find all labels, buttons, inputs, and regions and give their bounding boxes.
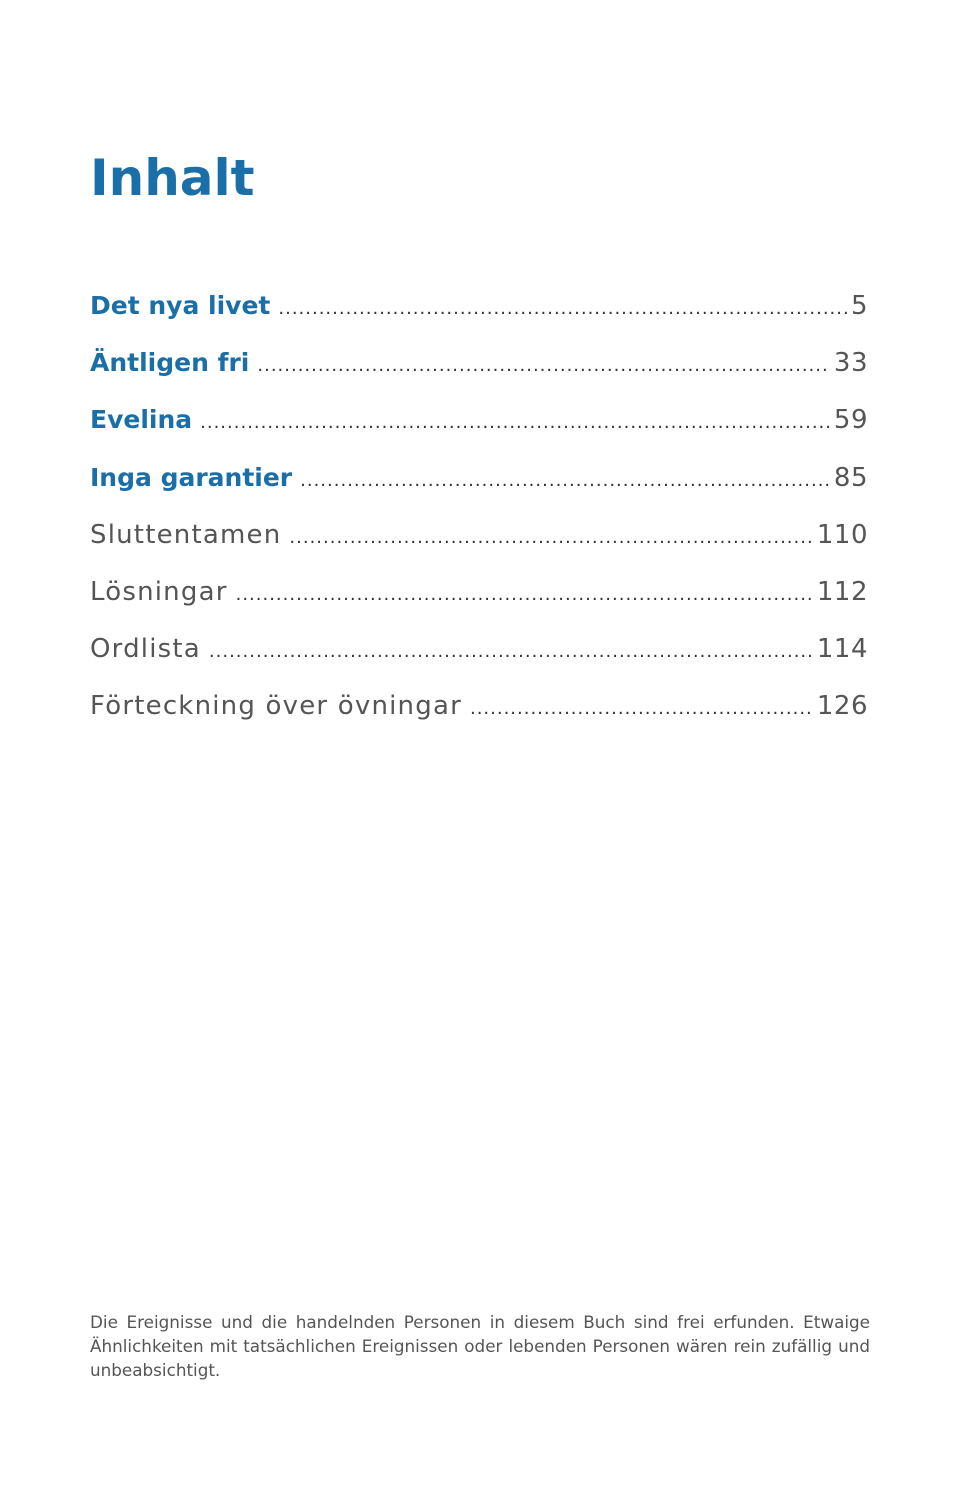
toc-entry-antligen-fri[interactable] xyxy=(90,341,868,398)
toc-entry-page-number: 85 xyxy=(833,462,868,493)
toc-entry-title: Evelina xyxy=(90,405,193,435)
disclaimer-text: Die Ereignisse und die handelnden Personen in diesem Buch sind frei erfunden. Etwaige Ähnlichkeiten mit tatsächlichen Ereignissen oder lebenden Personen wären rein zufällig und unbeabsichtigt. xyxy=(90,1312,870,1380)
toc-entry-page-number: 33 xyxy=(833,348,868,379)
toc-entry-title: Äntligen fri xyxy=(90,348,250,378)
toc-entry-page-number: 126 xyxy=(816,691,868,722)
toc-dot-leader xyxy=(209,630,813,674)
toc-entry-page-number: 114 xyxy=(816,634,868,665)
toc-entry-losningar[interactable] xyxy=(90,570,868,627)
toc-entry-ordlista[interactable] xyxy=(90,627,868,684)
toc-entry-title: Ordlista xyxy=(90,634,201,665)
toc-entry-page-number: 59 xyxy=(833,405,868,436)
table-of-contents xyxy=(90,284,868,742)
toc-dot-leader xyxy=(470,687,813,731)
toc-entry-evelina[interactable] xyxy=(90,398,868,455)
toc-entry-page-number: 112 xyxy=(816,576,868,607)
toc-entry-det-nya-livet[interactable] xyxy=(90,284,868,341)
toc-dot-leader xyxy=(300,459,830,503)
toc-dot-leader xyxy=(257,344,830,388)
toc-dot-leader xyxy=(278,287,847,331)
toc-entry-forteckning-over-ovningar[interactable] xyxy=(90,684,868,741)
toc-dot-leader xyxy=(236,573,813,617)
toc-entry-inga-garantier[interactable] xyxy=(90,456,868,513)
toc-entry-title: Förteckning över övningar xyxy=(90,691,462,722)
toc-entry-title: Sluttentamen xyxy=(90,519,282,550)
toc-entry-title: Lösningar xyxy=(90,576,228,607)
toc-entry-title: Inga garantier xyxy=(90,462,293,492)
toc-dot-leader xyxy=(289,516,812,560)
toc-entry-title: Det nya livet xyxy=(90,291,271,320)
toc-dot-leader xyxy=(200,401,830,445)
toc-entry-sluttentamen[interactable] xyxy=(90,513,868,570)
toc-entry-page-number: 110 xyxy=(816,519,868,550)
page-title: Inhalt xyxy=(90,149,255,207)
toc-entry-page-number: 5 xyxy=(850,291,868,321)
